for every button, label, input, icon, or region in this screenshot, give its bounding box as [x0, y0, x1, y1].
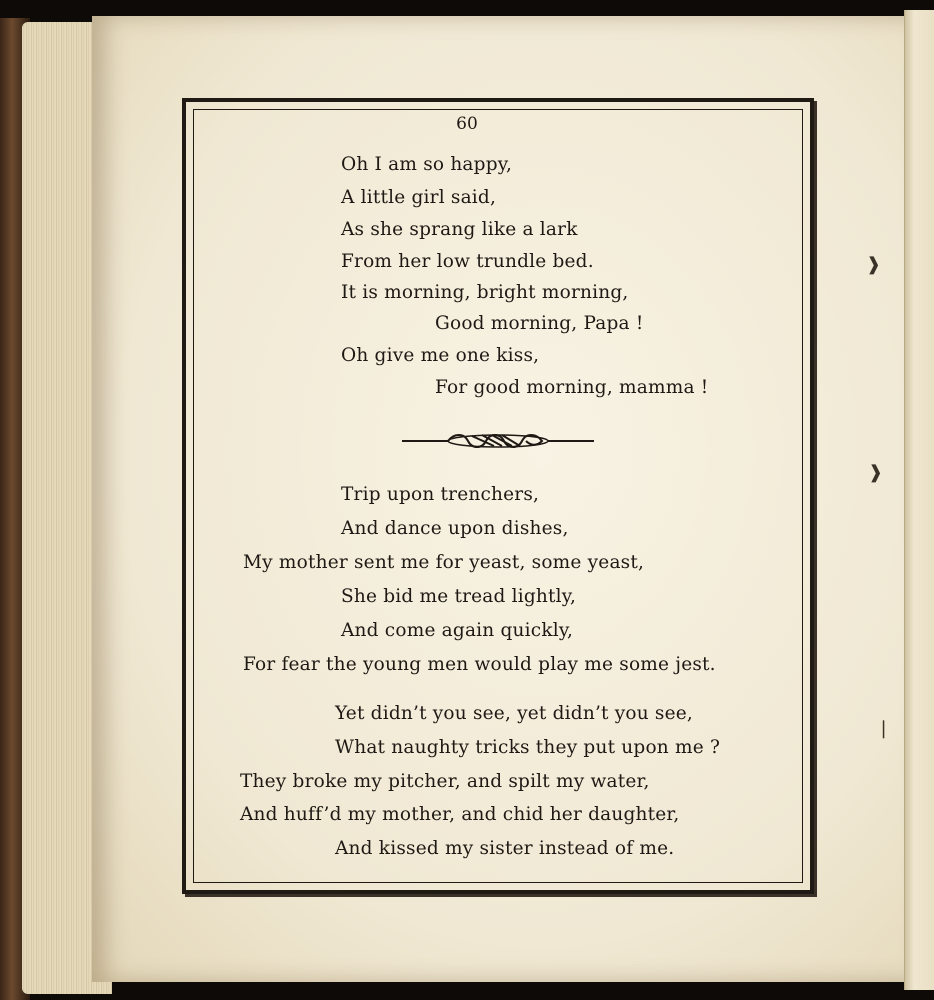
- poem3-line: Yet didn’t you see, yet didn’t you see,: [335, 703, 693, 724]
- margin-mark: ❘: [876, 718, 892, 739]
- poem3-line: And huff’d my mother, and chid her daughter,: [240, 804, 680, 825]
- margin-mark: ❱: [868, 462, 884, 483]
- poem3-line: They broke my pitcher, and spilt my water,: [240, 771, 650, 792]
- page-number: 60: [456, 114, 478, 134]
- poem1-line: From her low trundle bed.: [341, 251, 594, 272]
- poem1-line: It is morning, bright morning,: [341, 282, 629, 303]
- poem1-line: Oh give me one kiss,: [341, 345, 540, 366]
- poem1-line: For good morning, mamma !: [435, 377, 709, 398]
- poem1-line: Good morning, Papa !: [435, 313, 644, 334]
- next-page-edge: [904, 10, 934, 990]
- margin-mark: ❱: [866, 254, 882, 275]
- poem2-line: And come again quickly,: [341, 620, 574, 641]
- poem2-line: She bid me tread lightly,: [341, 586, 577, 607]
- poem1-line: Oh I am so happy,: [341, 154, 513, 175]
- section-divider-ornament: [402, 428, 594, 454]
- poem3-line: What naughty tricks they put upon me ?: [335, 737, 721, 758]
- poem2-line: For fear the young men would play me some jest.: [243, 654, 716, 675]
- poem2-line: Trip upon trenchers,: [341, 484, 540, 505]
- poem2-line: And dance upon dishes,: [341, 518, 569, 539]
- poem1-line: As she sprang like a lark: [341, 219, 578, 240]
- poem1-line: A little girl said,: [341, 187, 497, 208]
- poem3-line: And kissed my sister instead of me.: [335, 838, 675, 859]
- poem2-line: My mother sent me for yeast, some yeast,: [243, 552, 645, 573]
